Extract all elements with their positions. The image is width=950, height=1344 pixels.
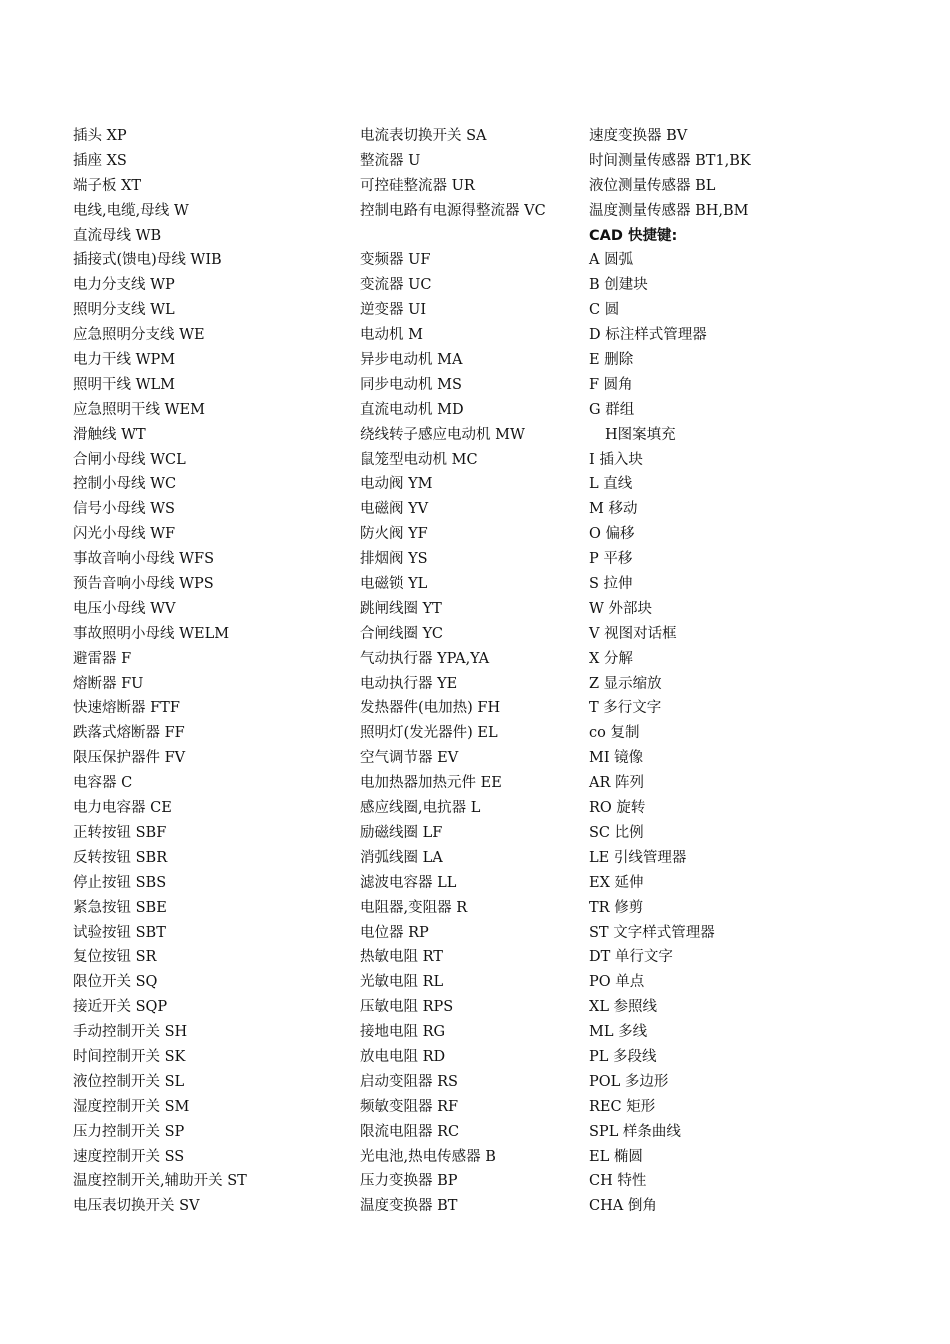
list-item: 时间控制开关 SK bbox=[73, 1048, 186, 1065]
list-item: SC 比例 bbox=[589, 824, 644, 841]
list-item: POL 多边形 bbox=[589, 1073, 669, 1090]
list-item: F 圆角 bbox=[589, 376, 633, 393]
list-item: 电位器 RP bbox=[360, 924, 429, 941]
list-item: EX 延伸 bbox=[589, 874, 644, 891]
list-item: 合闸小母线 WCL bbox=[73, 451, 186, 468]
list-item: P 平移 bbox=[589, 551, 633, 568]
list-item: A 圆弧 bbox=[589, 252, 634, 269]
list-item: 防火阀 YF bbox=[360, 526, 428, 543]
list-item: RO 旋转 bbox=[589, 800, 646, 817]
column-electrical-codes-1 bbox=[73, 124, 353, 1219]
list-item: V 视图对话框 bbox=[589, 625, 677, 642]
list-item: 湿度控制开关 SM bbox=[73, 1098, 190, 1115]
list-item: Z 显示缩放 bbox=[589, 675, 662, 692]
list-item: 压敏电阻 RPS bbox=[360, 999, 454, 1016]
list-item: 接近开关 SQP bbox=[73, 999, 168, 1016]
list-item: 避雷器 F bbox=[73, 650, 132, 667]
list-item: 插座 XS bbox=[73, 152, 127, 169]
list-item: 电容器 C bbox=[73, 775, 133, 792]
list-item: 事故照明小母线 WELM bbox=[73, 625, 230, 642]
list-item: 鼠笼型电动机 MC bbox=[360, 451, 478, 468]
list-item: SPL 样条曲线 bbox=[589, 1123, 681, 1140]
list-item: 信号小母线 WS bbox=[73, 501, 175, 518]
list-item: 停止按钮 SBS bbox=[73, 874, 167, 891]
list-item: 照明分支线 WL bbox=[73, 302, 175, 319]
list-item: 预告音响小母线 WPS bbox=[73, 576, 214, 593]
list-item: 熔断器 FU bbox=[73, 675, 144, 692]
list-item: 试验按钮 SBT bbox=[73, 924, 166, 941]
list-item: 感应线圈,电抗器 L bbox=[360, 800, 481, 817]
list-item: 照明灯(发光器件) EL bbox=[360, 725, 498, 742]
list-item: X 分解 bbox=[589, 650, 633, 667]
list-item: 事故音响小母线 WFS bbox=[73, 551, 215, 568]
list-item: PL 多段线 bbox=[589, 1048, 657, 1065]
list-item: XL 参照线 bbox=[589, 999, 658, 1016]
list-item: 液位测量传感器 BL bbox=[589, 177, 716, 194]
list-item: 频敏变阻器 RF bbox=[360, 1098, 459, 1115]
list-item: L 直线 bbox=[589, 476, 633, 493]
list-item: 电力分支线 WP bbox=[73, 277, 175, 294]
list-item: C 圆 bbox=[589, 302, 620, 319]
list-item: LE 引线管理器 bbox=[589, 849, 687, 866]
list-item: AR 阵列 bbox=[589, 775, 644, 792]
list-item: 端子板 XT bbox=[73, 177, 142, 194]
list-item: 照明干线 WLM bbox=[73, 376, 175, 393]
list-item: 直流电动机 MD bbox=[360, 401, 464, 418]
list-item: 速度控制开关 SS bbox=[73, 1148, 185, 1165]
list-item: 时间测量传感器 BT1,BK bbox=[589, 152, 751, 169]
list-item: 逆变器 UI bbox=[360, 302, 427, 319]
list-item: M 移动 bbox=[589, 501, 638, 518]
list-item: G 群组 bbox=[589, 401, 635, 418]
list-item: D 标注样式管理器 bbox=[589, 327, 707, 344]
list-item: 插接式(馈电)母线 WIB bbox=[73, 252, 222, 269]
list-item: 整流器 U bbox=[360, 152, 421, 169]
list-item: 滤波电容器 LL bbox=[360, 874, 457, 891]
list-item: 控制电路有电源得整流器 VC bbox=[360, 202, 546, 219]
list-item: 合闸线圈 YC bbox=[360, 625, 444, 642]
list-item: 同步电动机 MS bbox=[360, 376, 462, 393]
list-item: 电磁锁 YL bbox=[360, 576, 428, 593]
list-item: 压力控制开关 SP bbox=[73, 1123, 185, 1140]
list-item: 复位按钮 SR bbox=[73, 949, 157, 966]
list-item: B 创建块 bbox=[589, 277, 648, 294]
list-item: 控制小母线 WC bbox=[73, 476, 177, 493]
list-item: 限位开关 SQ bbox=[73, 974, 158, 991]
list-item: 正转按钮 SBF bbox=[73, 824, 167, 841]
list-item: 温度测量传感器 BH,BM bbox=[589, 202, 749, 219]
list-item: 光电池,热电传感器 B bbox=[360, 1148, 496, 1165]
list-item: 液位控制开关 SL bbox=[73, 1073, 185, 1090]
list-item: 变流器 UC bbox=[360, 277, 432, 294]
list-item: PO 单点 bbox=[589, 974, 645, 991]
list-item: 跌落式熔断器 FF bbox=[73, 725, 185, 742]
list-item: 温度变换器 BT bbox=[360, 1198, 458, 1215]
list-item bbox=[360, 224, 585, 249]
list-item: 绕线转子感应电动机 MW bbox=[360, 426, 525, 443]
list-item: 速度变换器 BV bbox=[589, 128, 688, 144]
list-item: 应急照明分支线 WE bbox=[73, 327, 205, 344]
list-item: 变频器 UF bbox=[360, 252, 431, 269]
list-item: 快速熔断器 FTF bbox=[73, 700, 180, 717]
list-item: MI 镜像 bbox=[589, 750, 644, 767]
list-item: 电动阀 YM bbox=[360, 476, 433, 493]
list-item: 电力电容器 CE bbox=[73, 800, 172, 817]
list-item: W 外部块 bbox=[589, 600, 653, 617]
list-item: 热敏电阻 RT bbox=[360, 949, 443, 966]
list-item: co 复制 bbox=[589, 725, 640, 742]
list-item: 电流表切换开关 SA bbox=[360, 128, 487, 144]
list-item: 电磁阀 YV bbox=[360, 501, 429, 518]
list-item: REC 矩形 bbox=[589, 1098, 656, 1115]
list-item: 电压小母线 WV bbox=[73, 600, 176, 617]
list-item: 限流电阻器 RC bbox=[360, 1123, 460, 1140]
list-item: 电压表切换开关 SV bbox=[73, 1198, 200, 1215]
list-item: 跳闸线圈 YT bbox=[360, 600, 442, 617]
list-item: 温度控制开关,辅助开关 ST bbox=[73, 1173, 247, 1190]
column-sensors-and-cad-shortcuts bbox=[589, 124, 919, 1219]
list-item: 插头 XP bbox=[73, 128, 127, 144]
list-item: ML 多线 bbox=[589, 1024, 648, 1041]
list-item: 启动变阻器 RS bbox=[360, 1073, 458, 1090]
list-item: 压力变换器 BP bbox=[360, 1173, 458, 1190]
list-item: 手动控制开关 SH bbox=[73, 1024, 188, 1041]
list-item: 光敏电阻 RL bbox=[360, 974, 444, 991]
list-item: H图案填充 bbox=[605, 426, 676, 443]
list-item: 电线,电缆,母线 W bbox=[73, 202, 189, 219]
list-item: ST 文字样式管理器 bbox=[589, 924, 715, 941]
list-item: 放电电阻 RD bbox=[360, 1048, 446, 1065]
list-item: 气动执行器 YPA,YA bbox=[360, 650, 490, 667]
list-item: 接地电阻 RG bbox=[360, 1024, 446, 1041]
list-item: 电动机 M bbox=[360, 327, 423, 344]
list-item: 异步电动机 MA bbox=[360, 352, 463, 369]
list-item: 发热器件(电加热) FH bbox=[360, 700, 501, 717]
list-item: CHA 倒角 bbox=[589, 1198, 657, 1215]
list-item: EL 椭圆 bbox=[589, 1148, 643, 1165]
list-item: 电加热器加热元件 EE bbox=[360, 775, 502, 792]
list-item: 排烟阀 YS bbox=[360, 551, 428, 568]
list-item: 消弧线圈 LA bbox=[360, 849, 443, 866]
list-item: 反转按钮 SBR bbox=[73, 849, 168, 866]
list-item: 限压保护器件 FV bbox=[73, 750, 186, 767]
list-item: T 多行文字 bbox=[589, 700, 662, 717]
list-item: 空气调节器 EV bbox=[360, 750, 459, 767]
list-item: 闪光小母线 WF bbox=[73, 526, 176, 543]
list-item: 励磁线圈 LF bbox=[360, 824, 443, 841]
list-item: 滑触线 WT bbox=[73, 426, 146, 443]
list-item: 可控硅整流器 UR bbox=[360, 177, 475, 194]
list-item: 电阻器,变阻器 R bbox=[360, 899, 468, 916]
list-item: CH 特性 bbox=[589, 1173, 647, 1190]
list-item: O 偏移 bbox=[589, 526, 635, 543]
list-item: 应急照明干线 WEM bbox=[73, 401, 205, 418]
list-item: 电动执行器 YE bbox=[360, 675, 458, 692]
list-item: 紧急按钮 SBE bbox=[73, 899, 167, 916]
list-item: I 插入块 bbox=[589, 451, 643, 468]
list-item: 直流母线 WB bbox=[73, 227, 162, 244]
list-item: S 拉伸 bbox=[589, 576, 633, 593]
list-item: 电力干线 WPM bbox=[73, 352, 176, 369]
list-item: E 删除 bbox=[589, 352, 634, 369]
list-item: TR 修剪 bbox=[589, 899, 644, 916]
column-electrical-codes-2 bbox=[360, 124, 585, 1219]
list-item: DT 单行文字 bbox=[589, 949, 673, 966]
cad-shortcuts-heading: CAD 快捷键: bbox=[589, 227, 678, 244]
